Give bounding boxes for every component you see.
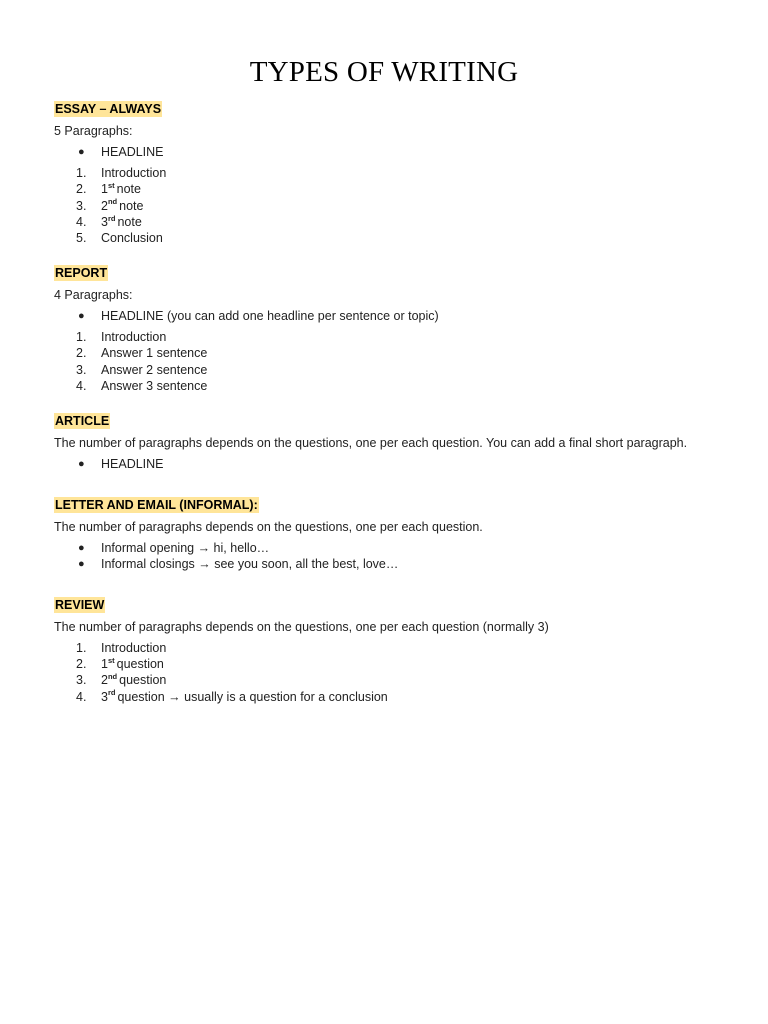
list-item: 2. 1st note xyxy=(76,181,141,197)
bullet-list xyxy=(54,540,734,572)
section-essay xyxy=(54,100,734,246)
bullet-icon: ● xyxy=(78,458,85,470)
list-item: 1. Introduction xyxy=(76,330,167,345)
list-item: 3. 2nd note xyxy=(76,197,144,213)
list-item: 3. 2nd question xyxy=(76,672,167,688)
section-intro: 4 Paragraphs: xyxy=(54,288,133,302)
section-letter xyxy=(54,496,734,572)
bullet-icon: ● xyxy=(78,542,85,554)
list-item: 4. 3rd note xyxy=(76,213,142,229)
section-intro: 5 Paragraphs: xyxy=(54,124,133,138)
list-item: 3. Answer 2 sentence xyxy=(76,362,208,377)
section-intro: The number of paragraphs depends on the questions, one per each question (normally 3) xyxy=(54,620,549,634)
list-item: 4. 3rd question → usually is a question for a conclusion xyxy=(76,688,388,704)
bullet-icon: ● xyxy=(78,558,85,571)
bullet-list xyxy=(54,456,734,472)
bullet-list xyxy=(54,144,734,160)
list-item: ● Informal opening → hi, hello… xyxy=(78,541,270,555)
bullet-list xyxy=(54,308,734,324)
section-heading: LETTER AND EMAIL (INFORMAL): xyxy=(55,498,258,512)
list-item: ● HEADLINE xyxy=(78,457,164,471)
list-item: ● Informal closings → see you soon, all the best, love… xyxy=(78,557,399,572)
section-intro: The number of paragraphs depends on the questions, one per each question. xyxy=(54,520,483,534)
section-review xyxy=(54,596,734,705)
section-heading: ESSAY – ALWAYS xyxy=(55,102,162,116)
list-item: 2. Answer 1 sentence xyxy=(76,346,208,361)
numbered-list xyxy=(54,640,734,705)
bullet-icon: ● xyxy=(78,310,85,322)
list-item: ● HEADLINE xyxy=(78,145,164,159)
list-item: 1. Introduction xyxy=(76,166,167,181)
section-heading: REVIEW xyxy=(55,598,105,612)
section-heading: ARTICLE xyxy=(55,414,110,428)
page-title: TYPES OF WRITING xyxy=(249,56,519,88)
section-report xyxy=(54,264,734,394)
list-item: ● HEADLINE (you can add one headline per sentence or topic) xyxy=(78,309,439,323)
numbered-list xyxy=(54,329,734,394)
section-heading: REPORT xyxy=(55,266,108,280)
list-item: 4. Answer 3 sentence xyxy=(76,378,208,393)
list-item: 1. Introduction xyxy=(76,641,167,655)
bullet-icon: ● xyxy=(78,146,85,158)
list-item: 5. Conclusion xyxy=(76,231,163,246)
list-item: 2. 1st question xyxy=(76,656,164,672)
numbered-list xyxy=(54,165,734,246)
section-article xyxy=(54,412,734,472)
section-intro: The number of paragraphs depends on the questions, one per each question. You can add a final short paragraph. xyxy=(54,436,688,450)
